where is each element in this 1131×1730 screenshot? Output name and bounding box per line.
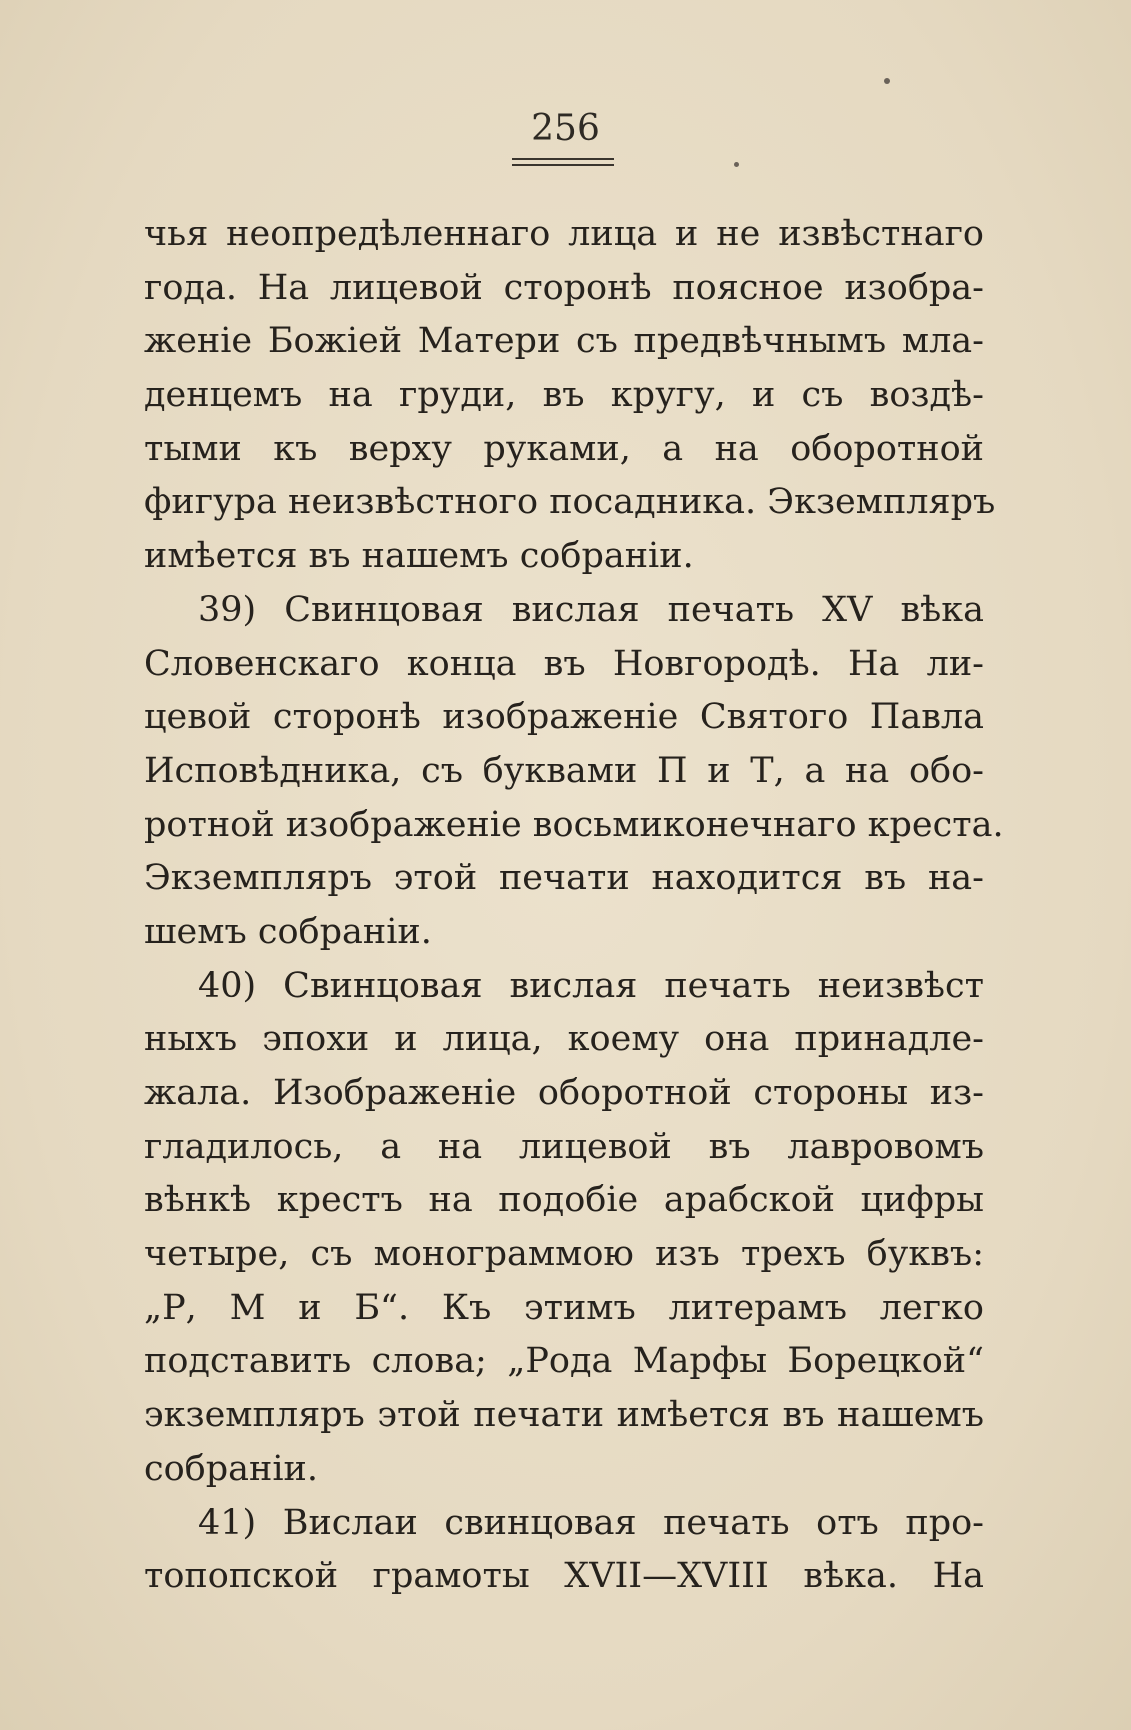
page-number-rule [512, 164, 614, 166]
text-line: фигура неизвѣстного посадника. Экземпляръ [144, 482, 996, 523]
text-line: цевой сторонѣ изображеніе Святого Павла [144, 697, 984, 738]
text-line: жала. Изображеніе оборотной стороны из- [144, 1073, 984, 1113]
text-line: имѣется въ нашемъ собраніи. [144, 536, 694, 577]
entry-41-first-line: 41) Вислаи свинцовая печать отъ про- [198, 1502, 984, 1543]
page-number: 256 [531, 108, 600, 149]
entry-39-first-line: 39) Свинцовая вислая печать XV вѣка [198, 589, 984, 630]
text-line: собраніи. [144, 1448, 318, 1489]
text-line: Экземпляръ этой печати находится въ на- [144, 858, 984, 899]
entry-40-first-line: 40) Свинцовая вислая печать неизвѣст [198, 965, 984, 1006]
text-line: вѣнкѣ крестъ на подобіе арабской цифры [144, 1180, 984, 1221]
ink-speck [884, 78, 890, 84]
text-line: Словенскаго конца въ Новгородѣ. На ли- [144, 643, 984, 684]
text-line: „Р, М и Б“. Къ этимъ литерамъ легко [144, 1287, 984, 1328]
page-number-rule [512, 158, 614, 160]
text-line: гладилось, а на лицевой въ лавровомъ [144, 1126, 984, 1167]
text-line: четыре, съ монограммою изъ трехъ буквъ: [144, 1234, 984, 1275]
text-line: подставить слова; „Рода Марфы Борецкой“ [144, 1341, 984, 1382]
text-line: тыми къ верху руками, а на оборотной [144, 428, 984, 469]
text-line: Исповѣдника, съ буквами П и Т, а на обо- [144, 750, 984, 791]
text-line: женіе Божіей Матери съ предвѣчнымъ мла- [144, 321, 984, 362]
body-text [144, 208, 1004, 1604]
text-line: топопской грамоты XVII—XVIII вѣка. На [144, 1556, 984, 1597]
text-line: экземпляръ этой печати имѣется въ нашемъ [144, 1395, 984, 1436]
text-line: года. На лицевой сторонѣ поясное изобра- [144, 267, 984, 308]
text-line: чья неопредѣленнаго лица и не извѣстнаго [144, 214, 984, 254]
ink-speck [734, 162, 739, 167]
text-line: денцемъ на груди, въ кругу, и съ воздѣ- [144, 375, 984, 416]
text-line: шемъ собраніи. [144, 911, 432, 952]
text-line: ротной изображеніе восьмиконечнаго креста. [144, 804, 1004, 845]
text-line: ныхъ эпохи и лица, коему она принадле- [144, 1019, 984, 1060]
